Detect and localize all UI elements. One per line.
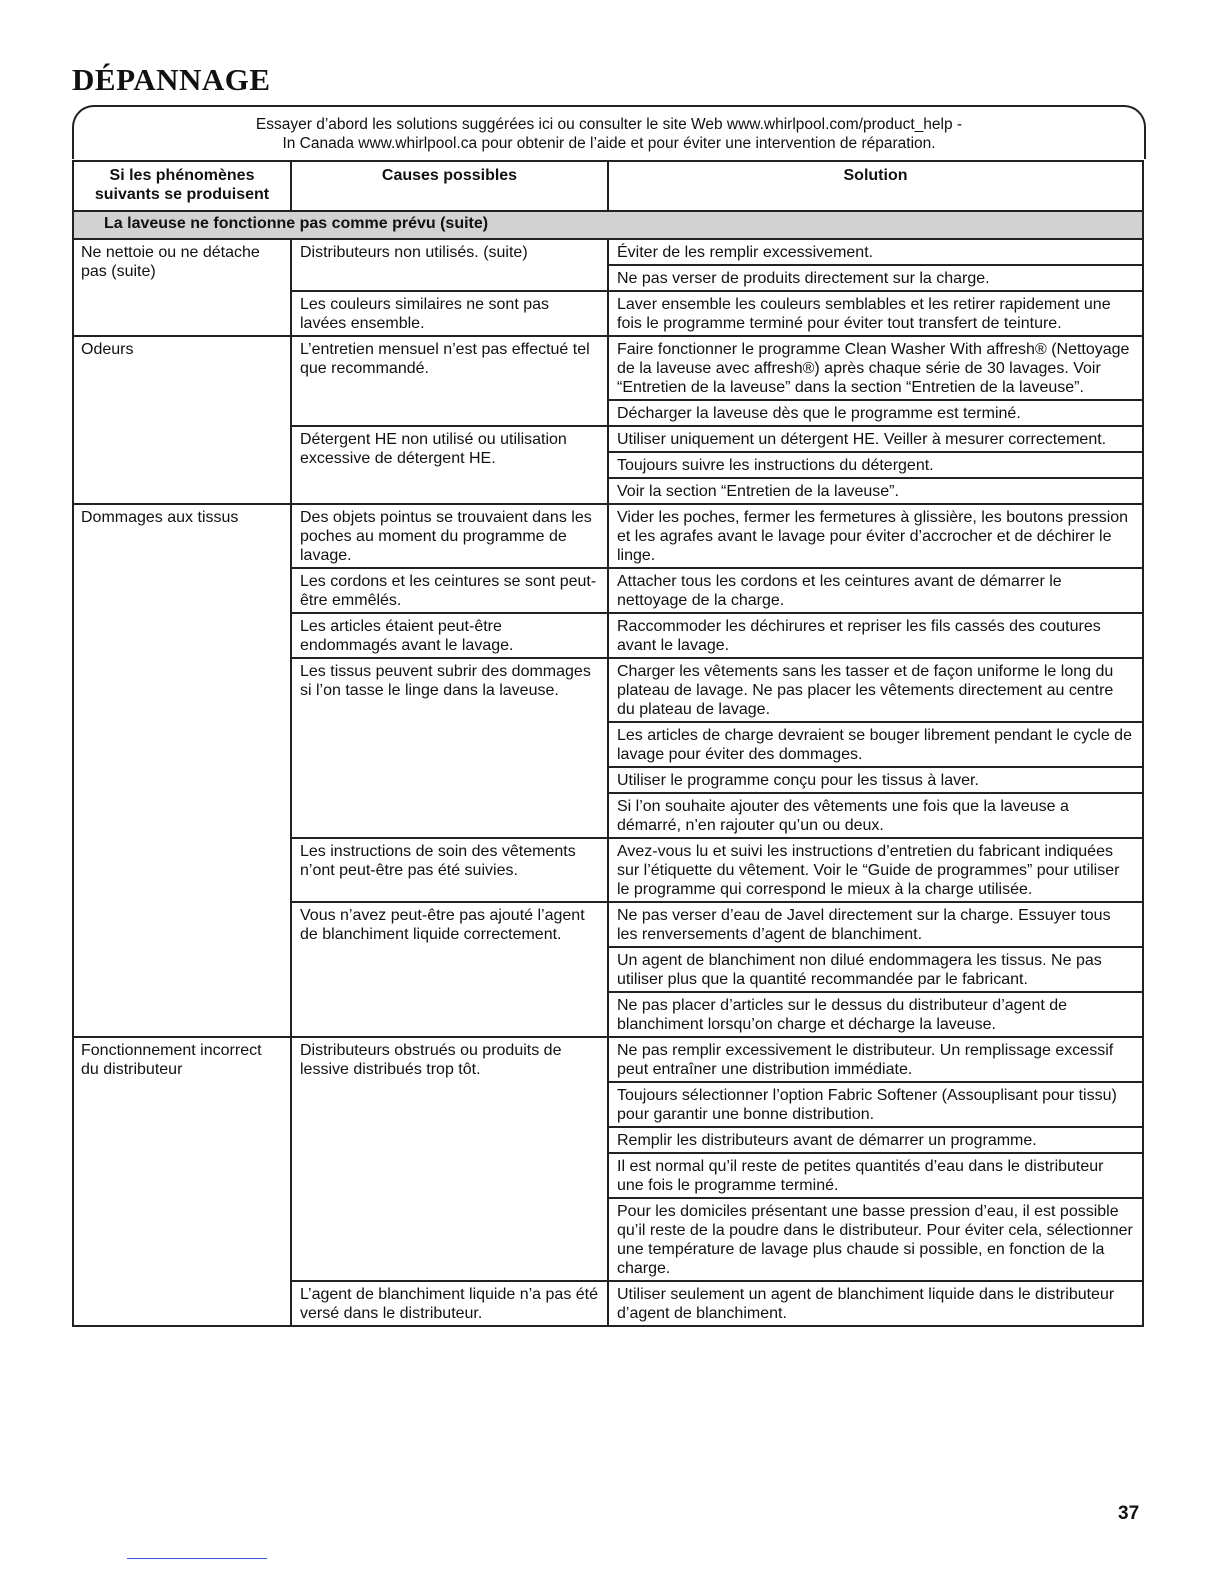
solution-cell: Un agent de blanchiment non dilué endommagera les tissus. Ne pas utiliser plus que la quantité recommandée par le fabricant. <box>608 947 1143 992</box>
cause-cell: Des objets pointus se trouvaient dans les poches au moment du programme de lavage. <box>291 504 608 568</box>
solution-cell: Vider les poches, fermer les fermetures à glissière, les boutons pression et les agrafes avant le lavage pour éviter d’accrocher et de déchirer le linge. <box>608 504 1143 568</box>
solution-cell: Éviter de les remplir excessivement. <box>608 239 1143 265</box>
cause-cell: Les tissus peuvent subrir des dommages si l’on tasse le linge dans la laveuse. <box>291 658 608 838</box>
header-symptom: Si les phénomènes suivants se produisent <box>73 161 291 211</box>
page-title: DÉPANNAGE <box>72 62 271 97</box>
solution-cell: Raccommoder les déchirures et repriser les fils cassés des coutures avant le lavage. <box>608 613 1143 658</box>
cause-cell: Vous n’avez peut-être pas ajouté l’agent de blanchiment liquide correctement. <box>291 902 608 1037</box>
solution-cell: Il est normal qu’il reste de petites quantités d’eau dans le distributeur une fois le programme terminé. <box>608 1153 1143 1198</box>
solution-cell: Utiliser seulement un agent de blanchiment liquide dans le distributeur d’agent de blanchiment. <box>608 1281 1143 1326</box>
header-solution: Solution <box>608 161 1143 211</box>
header-cause: Causes possibles <box>291 161 608 211</box>
solution-cell: Toujours suivre les instructions du détergent. <box>608 452 1143 478</box>
intro-line-1: Essayer d’abord les solutions suggérées ici ou consulter le site Web www.whirlpool.com/product_help - <box>255 116 963 133</box>
cause-cell: Détergent HE non utilisé ou utilisation excessive de détergent HE. <box>291 426 608 504</box>
solution-cell: Remplir les distributeurs avant de démarrer un programme. <box>608 1127 1143 1153</box>
symptom-cell: Ne nettoie ou ne détache pas (suite) <box>73 239 291 336</box>
solution-cell: Si l’on souhaite ajouter des vêtements une fois que la laveuse a démarré, n’en rajouter qu’un ou deux. <box>608 793 1143 838</box>
section-row <box>73 211 1143 239</box>
solution-cell: Toujours sélectionner l’option Fabric Softener (Assouplisant pour tissu) pour garantir une bonne distribution. <box>608 1082 1143 1127</box>
solution-cell: Faire fonctionner le programme Clean Washer With affresh® (Nettoyage de la laveuse avec affresh®) après chaque série de 30 lavages. Voir “Entretien de la laveuse” dans la section “Entretien de la laveuse”. <box>608 336 1143 400</box>
table-row <box>73 504 1143 568</box>
solution-cell: Ne pas verser de produits directement sur la charge. <box>608 265 1143 291</box>
solution-cell: Pour les domiciles présentant une basse pression d’eau, il est possible qu’il reste de la poudre dans le distributeur. Pour éviter cela, sélectionner une température de lavage plus chaude si possible, en fonction de la charge. <box>608 1198 1143 1281</box>
solution-cell: Charger les vêtements sans les tasser et de façon uniforme le long du plateau de lavage. Ne pas placer les vêtements directement au centre du plateau de lavage. <box>608 658 1143 722</box>
symptom-cell: Fonctionnement incorrect du distributeur <box>73 1037 291 1326</box>
symptom-cell: Odeurs <box>73 336 291 504</box>
cause-cell: Les couleurs similaires ne sont pas lavées ensemble. <box>291 291 608 336</box>
cause-cell: Distributeurs obstrués ou produits de lessive distribués trop tôt. <box>291 1037 608 1281</box>
solution-cell: Décharger la laveuse dès que le programme est terminé. <box>608 400 1143 426</box>
solution-cell: Les articles de charge devraient se bouger librement pendant le cycle de lavage pour éviter des dommages. <box>608 722 1143 767</box>
cause-cell: L’agent de blanchiment liquide n’a pas été versé dans le distributeur. <box>291 1281 608 1326</box>
solution-cell: Utiliser uniquement un détergent HE. Veiller à mesurer correctement. <box>608 426 1143 452</box>
table-row <box>73 1037 1143 1082</box>
cause-cell: Les cordons et les ceintures se sont peut-être emmêlés. <box>291 568 608 613</box>
solution-cell: Utiliser le programme conçu pour les tissus à laver. <box>608 767 1143 793</box>
solution-cell: Ne pas remplir excessivement le distributeur. Un remplissage excessif peut entraîner une distribution immédiate. <box>608 1037 1143 1082</box>
footer-rule <box>127 1558 267 1559</box>
cause-cell: Les articles étaient peut-être endommagés avant le lavage. <box>291 613 608 658</box>
solution-cell: Attacher tous les cordons et les ceintures avant de démarrer le nettoyage de la charge. <box>608 568 1143 613</box>
solution-cell: Avez-vous lu et suivi les instructions d’entretien du fabricant indiquées sur l’étiquette du vêtement. Voir le “Guide de programmes” pour utiliser le programme qui correspond le mieux à la charge utilisée. <box>608 838 1143 902</box>
intro-text <box>72 115 1146 153</box>
section-title: La laveuse ne fonctionne pas comme prévu (suite) <box>73 211 1143 239</box>
cause-cell: L’entretien mensuel n’est pas effectué tel que recommandé. <box>291 336 608 426</box>
solution-cell: Voir la section “Entretien de la laveuse”. <box>608 478 1143 504</box>
symptom-cell: Dommages aux tissus <box>73 504 291 1037</box>
solution-cell: Laver ensemble les couleurs semblables et les retirer rapidement une fois le programme terminé pour éviter tout transfert de teinture. <box>608 291 1143 336</box>
table-header-row <box>73 161 1143 211</box>
troubleshooting-table <box>72 160 1144 1327</box>
solution-cell: Ne pas verser d’eau de Javel directement sur la charge. Essuyer tous les renversements d’agent de blanchiment. <box>608 902 1143 947</box>
table-row <box>73 336 1143 400</box>
solution-cell: Ne pas placer d’articles sur le dessus du distributeur d’agent de blanchiment lorsqu’on charge et décharge la laveuse. <box>608 992 1143 1037</box>
cause-cell: Les instructions de soin des vêtements n’ont peut-être pas été suivies. <box>291 838 608 902</box>
intro-line-2: In Canada www.whirlpool.ca pour obtenir de l’aide et pour éviter une intervention de réparation. <box>282 135 936 152</box>
table-row <box>73 239 1143 265</box>
cause-cell: Distributeurs non utilisés. (suite) <box>291 239 608 291</box>
table-body <box>73 211 1143 1326</box>
page-number: 37 <box>1118 1503 1140 1524</box>
